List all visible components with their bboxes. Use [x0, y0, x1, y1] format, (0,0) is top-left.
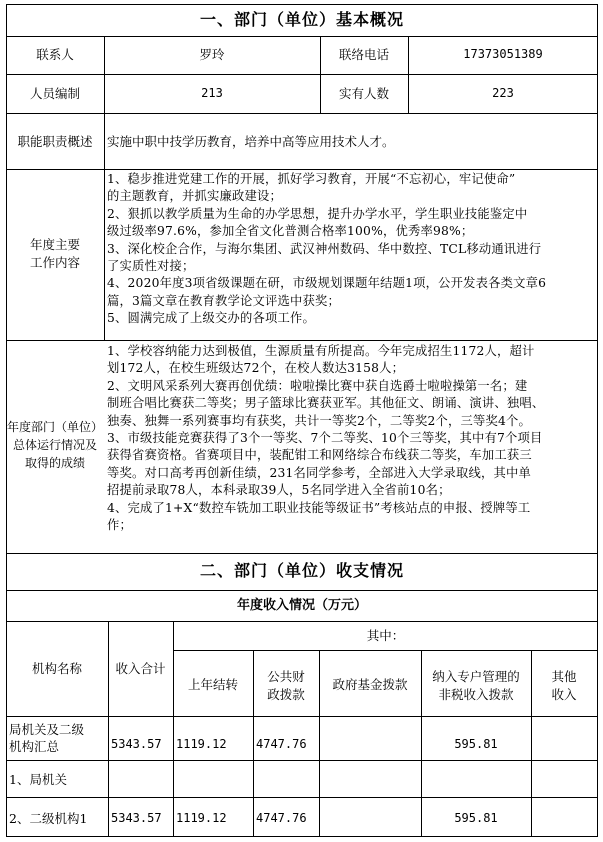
overall-line: 等奖。对口高考再创新佳绩，231名同学参考，全部进入大学录取线，其中单 — [107, 465, 531, 480]
col-public-header-line: 政拨款 — [267, 687, 305, 702]
col-other-header-line: 收入 — [551, 687, 577, 702]
annual-work-line: 的主题教育，并抓实廉政建设； — [107, 189, 282, 204]
contact-label: 联系人 — [36, 47, 74, 62]
rule — [6, 621, 598, 622]
overall-label-line: 年度部门（单位） — [6, 420, 103, 434]
row-total: 5343.57 — [111, 737, 162, 751]
table-title: 年度收入情况（万元） — [236, 598, 367, 613]
col-org-header: 机构名称 — [31, 661, 82, 676]
rule — [6, 4, 598, 5]
col-special-header — [421, 669, 531, 702]
rule — [6, 113, 598, 114]
col-other-header-line: 其他 — [551, 669, 577, 684]
annual-work-label-line: 工作内容 — [29, 255, 80, 270]
row-special: 595.81 — [454, 811, 498, 825]
rule — [6, 74, 598, 75]
duty-label: 职能职责概述 — [17, 134, 93, 149]
rule — [6, 36, 598, 37]
overall-line: 划172人，在校生班级达72个，在校人数达3158人； — [107, 361, 405, 376]
annual-work-line: 1、稳步推进党建工作的开展，抓好学习教育，开展“不忘初心，牢记使命” — [107, 172, 516, 186]
annual-work-label — [6, 237, 104, 270]
overall-line: 3、市级技能竞赛获得了3个一等奖、7个二等奖、10个三等奖，其中有7个项目 — [107, 431, 543, 446]
overall-line: 获得省赛资格。省赛项目中，装配钳工和网络综合布线获二等奖，车加工获三 — [107, 448, 532, 463]
rule — [6, 590, 598, 591]
overall-line: 4、完成了1+X“数控车铣加工职业技能等级证书”考核站点的申报、授牌等工 — [107, 500, 531, 515]
phone-label: 联络电话 — [338, 47, 389, 62]
annual-work-line: 4、2020年度3项省级课题在研，市级规划课题年结题1项，公开发表各类文章6 — [107, 276, 547, 291]
duty-value: 实施中职中技学历教育，培养中高等应用技术人才。 — [107, 134, 395, 149]
annual-work-line: 5、圆满完成了上级交办的各项工作。 — [107, 311, 315, 326]
annual-work-line: 了实质性对接； — [107, 259, 195, 274]
rule — [108, 621, 109, 837]
section-title: 二、部门（单位）收支情况 — [199, 561, 404, 580]
overall-content — [107, 343, 596, 534]
actual-staff-value: 223 — [492, 86, 514, 100]
annual-work-line: 3、深化校企合作，与海尔集团、武汉神州数码、华中数控、TCL移动通讯进行 — [107, 241, 542, 256]
rule — [173, 621, 174, 837]
row-special: 595.81 — [454, 737, 498, 751]
row-name-line: 局机关及二级 — [9, 722, 85, 737]
col-total-header: 收入合计 — [115, 661, 166, 676]
rule — [6, 797, 598, 798]
row-prev: 1119.12 — [176, 811, 227, 825]
rule — [6, 760, 598, 761]
staff-quota-value: 213 — [201, 86, 223, 100]
contact-value: 罗玲 — [199, 47, 225, 62]
actual-staff-label: 实有人数 — [338, 86, 389, 101]
row-name-line: 机构汇总 — [9, 739, 60, 754]
section-title: 一、部门（单位）基本概况 — [199, 10, 404, 29]
annual-work-line: 级过级率97.6%，参加全省文化普测合格率100%，优秀率98%； — [107, 224, 474, 239]
annual-work-line: 篇，3篇文章在教育教学论文评选中获奖； — [107, 293, 340, 308]
rule — [6, 169, 598, 170]
row-total: 5343.57 — [111, 811, 162, 825]
overall-line: 作； — [107, 518, 132, 533]
col-special-header-line: 纳入专户管理的 — [432, 669, 520, 684]
overall-line: 独奏、独舞一系列赛事均有获奖，共计一等奖2个，二等奖2个，三等奖4个。 — [107, 413, 531, 428]
overall-line: 制班合唱比赛获二等奖；男子篮球比赛获亚军。其他征文、朗诵、演讲、独唱、 — [107, 396, 545, 411]
annual-work-content — [107, 171, 596, 328]
phone-value: 17373051389 — [463, 47, 543, 61]
row-public: 4747.76 — [256, 737, 307, 751]
rule — [6, 836, 598, 837]
annual-work-label-line: 年度主要 — [29, 237, 80, 252]
rule — [597, 4, 598, 837]
rule — [6, 340, 598, 341]
col-special-header-line: 非税收入拨款 — [438, 687, 514, 702]
col-public-header — [253, 669, 319, 702]
rule — [6, 716, 598, 717]
overall-label-line: 取得的成绩 — [24, 456, 85, 470]
rule — [6, 553, 598, 554]
annual-work-line: 2、狠抓以教学质量为生命的办学思想，提升办学水平，学生职业技能鉴定中 — [107, 206, 528, 221]
overall-line: 招提前录取78人，本科录取39人，5名同学进入全省前10名； — [107, 483, 451, 498]
col-public-header-line: 公共财 — [267, 669, 305, 684]
row-prev: 1119.12 — [176, 737, 227, 751]
overall-line: 1、学校容纳能力达到极值，生源质量有所提高。今年完成招生1172人，超计 — [107, 344, 535, 358]
col-prev-header: 上年结转 — [187, 677, 238, 692]
rule — [104, 36, 105, 341]
overall-label-line: 总体运行情况及 — [12, 438, 97, 452]
col-among-header: 其中： — [366, 628, 405, 643]
row-public: 4747.76 — [256, 811, 307, 825]
row-name: 1、局机关 — [9, 772, 67, 787]
staff-quota-label: 人员编制 — [29, 86, 80, 101]
rule — [173, 650, 598, 651]
row-name: 2、二级机构1 — [9, 811, 88, 826]
row-name — [9, 722, 84, 754]
col-gov-fund-header: 政府基金拨款 — [332, 677, 408, 692]
overall-label — [6, 420, 104, 471]
overall-line: 2、文明风采系列大赛再创优绩：啦啦操比赛中获自选爵士啦啦操第一名；建 — [107, 378, 528, 393]
col-other-header — [531, 669, 597, 702]
